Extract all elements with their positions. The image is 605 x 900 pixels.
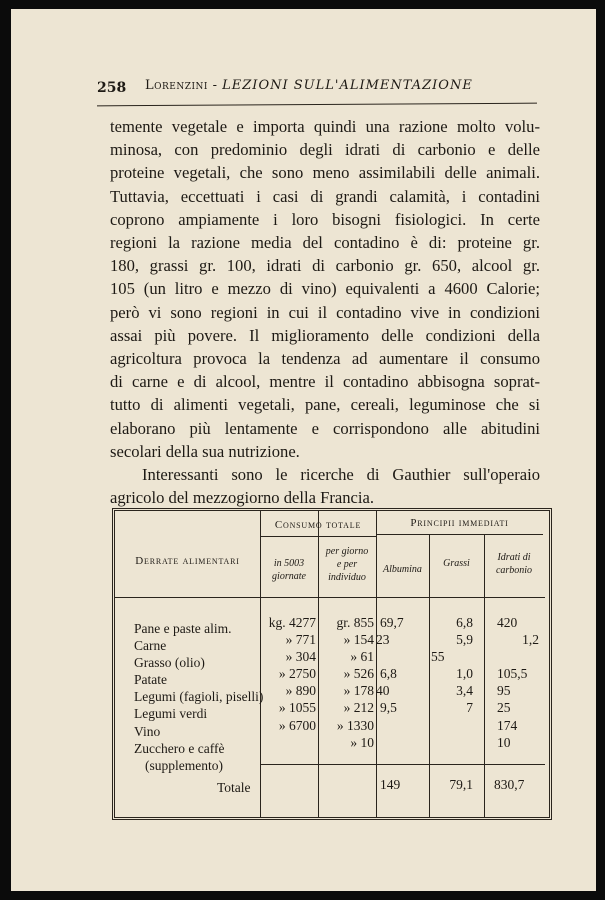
header-daily-consumption: per giorno e per individuo <box>325 546 369 583</box>
row-carbs: 25 <box>497 700 511 715</box>
row-carbs: 420 <box>497 615 518 630</box>
text-line: proteine vegetali, che sono meno assimilabili delle animali. <box>110 163 540 183</box>
book-title: LEZIONI SULL'ALIMENTAZIONE <box>222 78 473 93</box>
text-line: Interessanti sono le ricerche di Gauthier sull'operaio <box>142 465 540 485</box>
group-rule <box>260 536 376 537</box>
row-food: Zucchero e caffè <box>134 741 225 756</box>
row-carbs: 95 <box>497 683 511 698</box>
total-fats: 79,1 <box>449 777 473 792</box>
col-divider <box>484 535 485 817</box>
text-line: secolari della sua nutrizione. <box>110 441 300 461</box>
row-daily: » 154 <box>343 632 374 647</box>
total-rule <box>260 764 545 765</box>
text-line: assai più povere. Il miglioramento delle condizioni della <box>110 325 540 345</box>
row-daily: » 10 <box>350 735 374 750</box>
row-carbs: 10 <box>497 735 511 750</box>
row-fats: 55 <box>431 649 445 664</box>
total-albumin: 149 <box>380 777 401 792</box>
text-line: Tuttavia, eccettuati i casi di grandi calamità, i contadini <box>110 186 540 206</box>
header-fats: Grassi <box>443 558 470 569</box>
text-line: però vi sono regioni in cui il contadino vive in condizioni <box>110 302 540 322</box>
row-fats: 3,4 <box>456 683 473 698</box>
row-food: Carne <box>134 638 167 653</box>
row-food: Pane e paste alim. <box>134 621 232 636</box>
row-daily: » 61 <box>350 649 374 664</box>
row-total: » 771 <box>285 632 316 647</box>
row-carbs: 1,2 <box>522 632 539 647</box>
row-albumin: 69,7 <box>380 615 404 630</box>
text-line: tutto di alimenti vegetali, pane, cereali, leguminose che si <box>110 395 540 415</box>
col-divider <box>376 511 377 817</box>
header-total-consumption: in 5003 giornate <box>272 558 306 582</box>
text-line: 105 (un litro e mezzo di vino) equivalenti a 4600 Calorie; <box>110 279 540 299</box>
row-albumin: 6,8 <box>380 666 397 681</box>
row-total: » 304 <box>285 649 316 664</box>
row-food: Legumi verdi <box>134 706 208 721</box>
row-fats: 5,9 <box>456 632 473 647</box>
text-line: 180, grassi gr. 100, idrati di carbonio gr. 650, alcool gr. <box>110 256 540 276</box>
row-carbs: 105,5 <box>497 666 528 681</box>
text-line: di carne e di alcool, mentre il contadino abbisogna soprat- <box>110 372 540 392</box>
paragraph-1 <box>110 115 540 463</box>
row-albumin: 9,5 <box>380 700 397 715</box>
page-number: 258 <box>97 80 127 96</box>
text-line: agricoltura provoca la tendenza ad aumentare il consumo <box>110 349 540 369</box>
row-total: » 1055 <box>278 700 316 715</box>
row-food: Patate <box>134 672 167 687</box>
total-carbs: 830,7 <box>494 777 525 792</box>
row-carbs: 174 <box>497 718 518 733</box>
body-text <box>110 115 540 509</box>
text-line: regioni la razione media del contadino è di: proteine gr. <box>110 233 540 253</box>
paragraph-2 <box>110 463 540 509</box>
row-fats: 6,8 <box>456 615 473 630</box>
text-line: agricolo del mezzogiorno della Francia. <box>110 488 375 508</box>
separator: - <box>207 78 223 93</box>
header-rule <box>115 597 545 598</box>
row-daily: » 1330 <box>336 718 374 733</box>
header-albumin: Albumina <box>383 564 422 575</box>
running-header <box>97 78 537 100</box>
row-food: Legumi (fagioli, piselli) <box>134 689 264 704</box>
header-carbs: Idrati di carbonio <box>495 552 533 576</box>
row-food: Vino <box>134 724 161 739</box>
supplement-note: (supplemento) <box>145 758 223 773</box>
row-fats: 7 <box>466 700 473 715</box>
text-line: minosa, con predominio degli idrati di carbonio e delle <box>110 140 540 160</box>
row-daily: » 526 <box>343 666 374 681</box>
row-total: » 6700 <box>278 718 316 733</box>
group-rule <box>376 534 543 535</box>
food-consumption-table <box>112 508 552 820</box>
row-daily: » 212 <box>343 700 374 715</box>
text-line: temente vegetale e importa quindi una razione molto volu- <box>110 117 540 136</box>
running-title <box>145 78 473 93</box>
row-total: » 890 <box>285 683 316 698</box>
text-line: coprono ampiamente i loro bisogni fisiologici. In certe <box>110 209 540 229</box>
row-daily: » 178 <box>343 683 374 698</box>
row-food: Grasso (olio) <box>134 655 205 670</box>
header-foods: Derrate alimentari <box>135 555 240 567</box>
header-consumption: Consumo totale <box>274 519 362 531</box>
row-total: » 2750 <box>278 666 316 681</box>
row-albumin: 23 <box>376 632 390 647</box>
text-line: elaborano più lentamente e corrispondono alle abitudini <box>110 418 540 438</box>
row-albumin: 40 <box>376 683 390 698</box>
header-principles: Principii immediati <box>410 517 509 529</box>
author: Lorenzini <box>145 78 208 93</box>
row-daily: gr. 855 <box>336 615 374 630</box>
row-fats: 1,0 <box>456 666 473 681</box>
row-total: kg. 4277 <box>268 615 316 630</box>
total-label: Totale <box>217 780 251 795</box>
